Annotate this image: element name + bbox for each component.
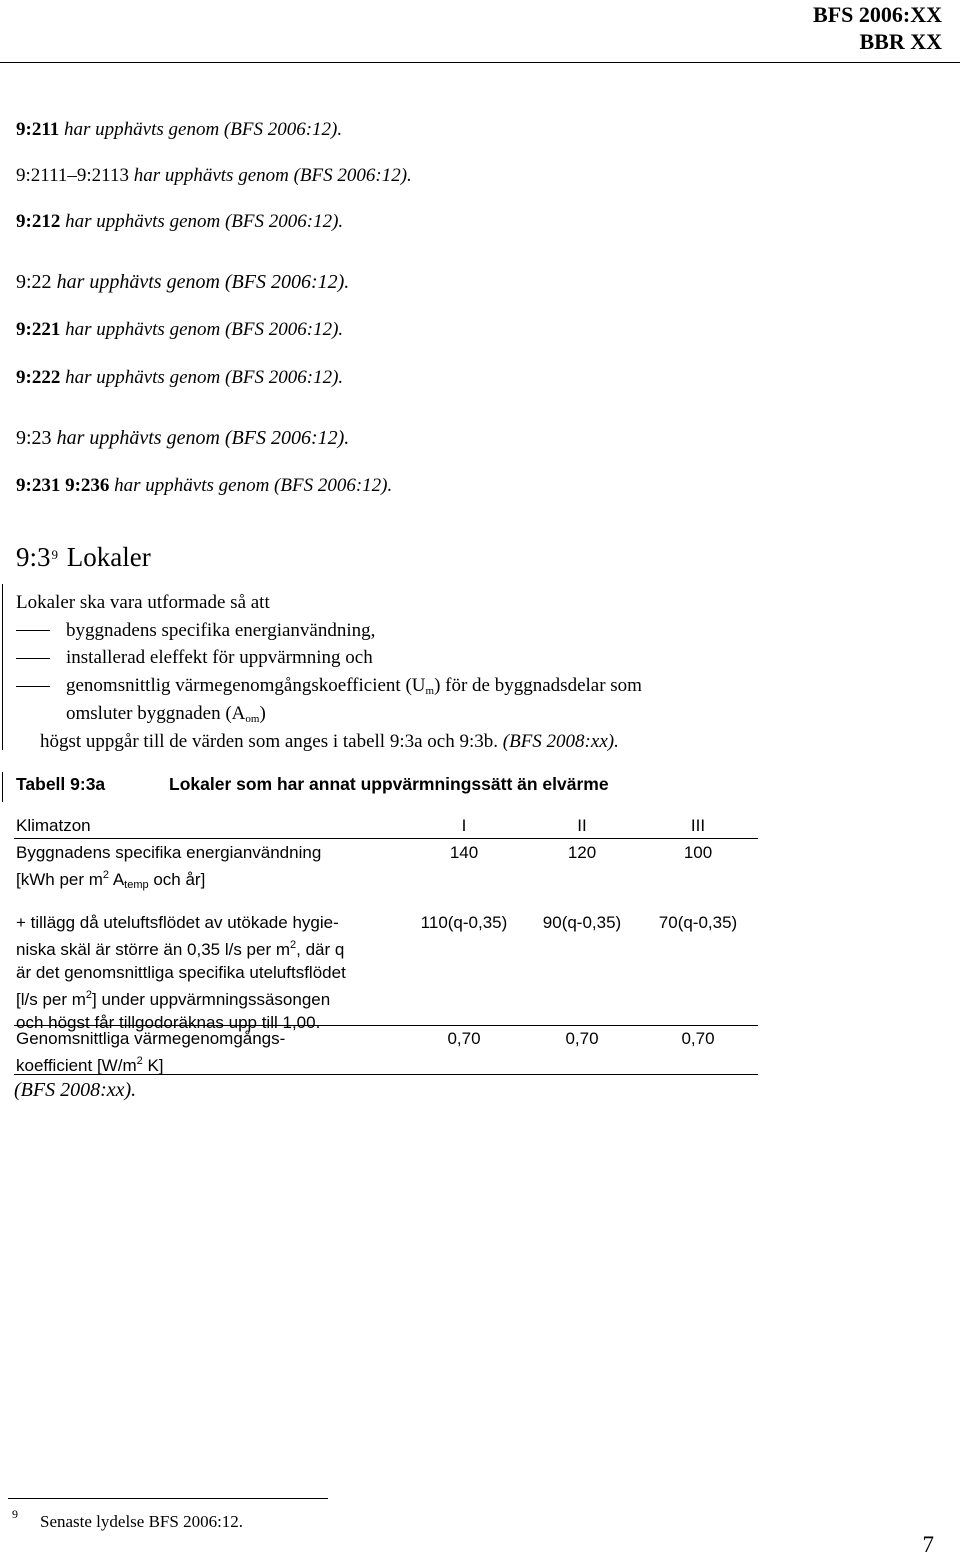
table-cell: 140 — [449, 843, 479, 862]
table-cell: 120 — [567, 843, 597, 862]
zone-header: II — [577, 816, 587, 835]
footnote-rule — [8, 1498, 328, 1499]
row-label: Byggnadens specifika energianvändning [kWh per $m^2$ $A_{temp}$ och år] — [16, 843, 322, 891]
section-footnote-ref: 9 — [51, 547, 59, 562]
zone-header: III — [690, 816, 706, 835]
table-rule — [14, 1025, 758, 1026]
repeal-9-231: 9:231 9:236 har upphävts genom (BFS 2006:12). — [16, 475, 393, 496]
table-cell: 90(q-0,35) — [542, 913, 622, 932]
bullet-dash — [16, 658, 50, 659]
repeal-9-211: 9:211 har upphävts genom (BFS 2006:12). — [16, 119, 343, 140]
bullet-item: byggnadens specifika energianvändning, — [66, 620, 376, 641]
bullet-item: installerad eleffekt för uppvärmning och — [66, 647, 373, 668]
repeal-9-2111: 9:2111–9:2113 har upphävts genom (BFS 2006:12). — [16, 165, 412, 186]
table-cell: 70(q-0,35) — [658, 913, 738, 932]
footnote-text: Senaste lydelse BFS 2006:12. — [40, 1512, 244, 1531]
header-code-bbr: BBR XX — [859, 29, 942, 54]
bullet-item: genomsnittlig värmegenomgångskoefficient $(U_m)$ för de byggnadsdelar som — [66, 675, 642, 697]
header-rule — [0, 62, 960, 63]
repeal-9-212: 9:212 har upphävts genom (BFS 2006:12). — [16, 211, 344, 232]
footnote-mark: 9 — [12, 1507, 18, 1521]
repeal-9-22: 9:22 har upphävts genom (BFS 2006:12). — [16, 271, 350, 293]
bullet-dash — [16, 686, 50, 687]
table-source: (BFS 2008:xx). — [14, 1079, 137, 1101]
table-label: Tabell 9:3a — [16, 774, 106, 794]
table-cell: 0,70 — [565, 1029, 599, 1048]
table-rule — [14, 1074, 758, 1075]
table-cell: 0,70 — [447, 1029, 481, 1048]
section-intro: Lokaler ska vara utformade så att — [16, 592, 270, 613]
repeal-9-221: 9:221 har upphävts genom (BFS 2006:12). — [16, 319, 344, 340]
row-label: + tillägg då uteluftsflödet av utökade hygie- niska skäl är större än 0,35 l/s per $m^2$, där q är det genomsnittliga specifika uteluftsflödet [l/s per $m^2$] under uppvärmningssäsongen och högst får tillgodoräknas upp till 1,00. — [16, 913, 346, 1032]
table-rule — [14, 838, 758, 839]
repeal-9-23: 9:23 har upphävts genom (BFS 2006:12). — [16, 427, 350, 449]
table-cell: 0,70 — [681, 1029, 715, 1048]
table-cell: 110(q-0,35) — [420, 913, 508, 932]
bullet-dash — [16, 630, 50, 631]
bullet-continuation: omsluter byggnaden $(A_{om})$ — [66, 703, 266, 725]
change-bar — [2, 772, 3, 802]
table-cell: 100 — [683, 843, 713, 862]
repeal-9-222: 9:222 har upphävts genom (BFS 2006:12). — [16, 367, 344, 388]
table-column-header: Klimatzon — [16, 816, 91, 835]
change-bar — [2, 584, 3, 750]
zone-header: I — [461, 816, 467, 835]
section-title: $9:3^9$ Lokaler — [16, 542, 151, 572]
row-label: Genomsnittliga värmegenomgångs- koefficient [$W/m^2$ K] — [16, 1029, 286, 1075]
header-code-bfs: BFS 2006:XX — [813, 2, 942, 27]
section-conclusion: högst uppgår till de värden som anges i tabell 9:3a och 9:3b. (BFS 2008:xx). — [40, 731, 619, 752]
page-number: 7 — [922, 1532, 934, 1557]
table-title: Lokaler som har annat uppvärmningssätt än elvärme — [169, 774, 609, 794]
